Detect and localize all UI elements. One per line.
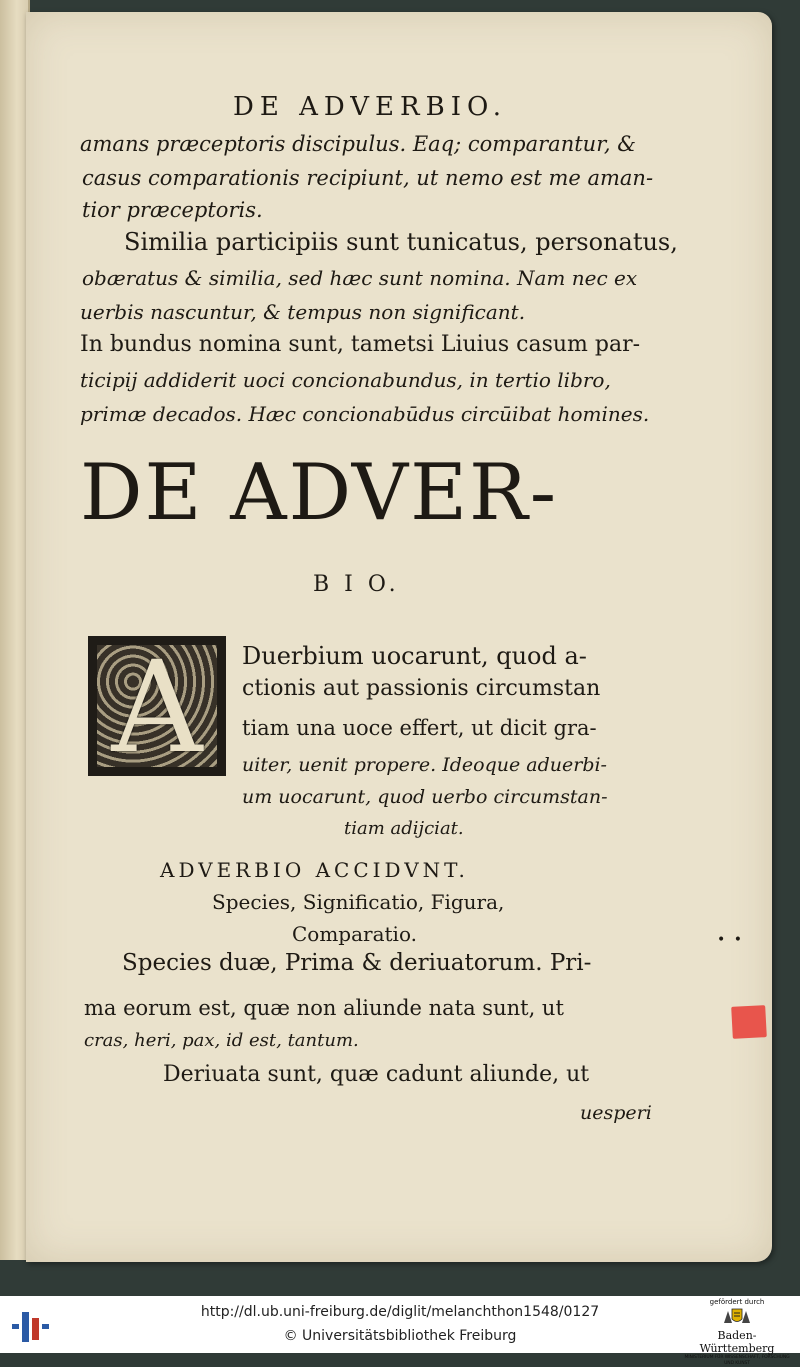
state-crest-icon — [720, 1307, 754, 1325]
text-line: ma eorum est, quæ non aliunde nata sunt, ut — [84, 996, 564, 1020]
chapter-title-continuation: B I O. — [313, 572, 400, 597]
sponsor-ministry: MINISTERIUM FÜR WISSENSCHAFT, FORSCHUNG UND KUNST — [684, 1355, 790, 1366]
text-line: Similia participiis sunt tunicatus, personatus, — [124, 228, 678, 256]
section-heading: ADVERBIO ACCIDVNT. — [160, 858, 469, 882]
text-line: In bundus nomina sunt, tametsi Liuius casum par- — [80, 332, 641, 357]
red-bookmark-tab — [731, 1005, 767, 1039]
text-line: Deriuata sunt, quæ cadunt aliunde, ut — [163, 1062, 590, 1087]
marginal-dots: • • — [717, 932, 744, 948]
chapter-title: DE ADVER- — [80, 448, 559, 538]
text-line: um uocarunt, quod uerbo circumstan- — [242, 786, 608, 808]
text-line: Comparatio. — [292, 922, 417, 946]
text-line: Species, Significatio, Figura, — [212, 890, 505, 914]
catchword: uesperi — [580, 1102, 652, 1124]
text-line: cras, heri, pax, id est, tantum. — [84, 1030, 359, 1051]
copyright-notice: © Universitätsbibliothek Freiburg — [283, 1328, 517, 1344]
text-line: tiam una uoce effert, ut dicit gra- — [242, 716, 597, 740]
text-line: uiter, uenit propere. Ideoque aduerbi- — [242, 754, 607, 776]
text-line: Species duæ, Prima & deriuatorum. Pri- — [122, 950, 592, 976]
text-line: ctionis aut passionis circumstan — [242, 676, 601, 701]
text-line: uerbis nascuntur, & tempus non significant. — [80, 300, 526, 324]
document-url[interactable]: http://dl.ub.uni-freiburg.de/diglit/melanchthon1548/0127 — [200, 1304, 600, 1320]
sponsor-logo — [682, 1298, 792, 1366]
text-line: casus comparationis recipiunt, ut nemo est me aman- — [82, 166, 654, 190]
viewer-footer — [0, 1296, 800, 1366]
running-head: DE ADVERBIO. — [233, 92, 508, 122]
text-line: obæratus & similia, sed hæc sunt nomina. Nam nec ex — [82, 266, 638, 290]
text-line: primæ decados. Hæc concionabūdus circūibat homines. — [80, 402, 650, 426]
text-line: ticipij addiderit uoci concionabundus, in tertio libro, — [80, 368, 611, 392]
text-line: Duerbium uocarunt, quod a- — [242, 642, 587, 670]
sponsor-name: Baden-Württemberg — [699, 1329, 775, 1355]
sponsor-intro: gefördert durch — [709, 1298, 765, 1306]
text-line: tior præceptoris. — [82, 198, 263, 222]
text-line: tiam adijciat. — [344, 818, 464, 839]
text-line: amans præceptoris discipulus. Eaq; comparantur, & — [80, 132, 636, 156]
decorated-initial-A — [88, 634, 226, 781]
initial-letter: A — [111, 634, 203, 781]
